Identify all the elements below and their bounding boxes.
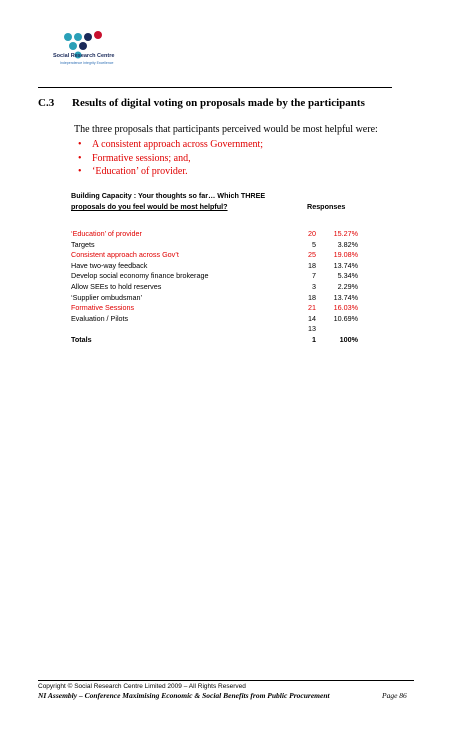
row-label: Targets bbox=[71, 239, 95, 249]
logo-tagline: Independence Integrity Excellence bbox=[60, 61, 114, 65]
section-number: C.3 bbox=[38, 97, 55, 109]
header-rule bbox=[38, 87, 392, 88]
row-percent: 100% bbox=[339, 334, 358, 344]
table-row bbox=[71, 282, 361, 293]
row-percent: 10.69% bbox=[333, 313, 358, 323]
row-count: 13 bbox=[308, 324, 316, 334]
row-count: 18 bbox=[308, 260, 316, 270]
row-count: 3 bbox=[312, 281, 316, 291]
footer-rule bbox=[38, 680, 414, 681]
table-row bbox=[71, 240, 361, 251]
row-percent: 13.74% bbox=[333, 260, 358, 270]
row-label: Evaluation / Pilots bbox=[71, 313, 129, 323]
logo-name: Social Research Centre bbox=[53, 53, 115, 59]
proposal-bullet-list bbox=[92, 138, 263, 179]
row-label: Consistent approach across Gov’t bbox=[71, 250, 179, 260]
row-percent: 16.03% bbox=[333, 303, 358, 313]
table-row bbox=[71, 335, 361, 346]
responses-header: Responses bbox=[307, 202, 346, 211]
row-count: 25 bbox=[308, 250, 316, 260]
row-percent: 3.82% bbox=[337, 239, 358, 249]
row-label: Formative Sessions bbox=[71, 303, 135, 313]
row-count: 20 bbox=[308, 229, 316, 238]
footer-title: NI Assembly – Conference Maximising Economic & Social Benefits from Public Procurement bbox=[38, 691, 330, 700]
row-label: Develop social economy finance brokerage bbox=[71, 271, 209, 281]
section-heading bbox=[38, 97, 365, 109]
table-header bbox=[71, 190, 361, 214]
row-count: 1 bbox=[312, 334, 316, 344]
table-row bbox=[71, 314, 361, 325]
bullet-item: • A consistent approach across Government; bbox=[92, 138, 263, 152]
table-question bbox=[71, 190, 265, 212]
bullet-item: • ‘Education’ of provider. bbox=[92, 165, 263, 179]
row-percent: 5.34% bbox=[337, 271, 358, 281]
table-row bbox=[71, 229, 361, 240]
table-row bbox=[71, 271, 361, 282]
page-number: Page 86 bbox=[382, 691, 407, 700]
copyright-text: Copyright © Social Research Centre Limited 2009 – All Rights Reserved bbox=[38, 683, 246, 690]
row-percent: 2.29% bbox=[337, 281, 358, 291]
table-row bbox=[71, 250, 361, 261]
row-count: 7 bbox=[312, 271, 316, 281]
row-label: Have two-way feedback bbox=[71, 260, 148, 270]
table-row bbox=[71, 303, 361, 314]
row-label: Totals bbox=[71, 334, 92, 344]
bullet-item: • Formative sessions; and, bbox=[92, 152, 263, 166]
table-row bbox=[71, 293, 361, 304]
intro-text: The three proposals that participants perceived would be most helpful were: bbox=[74, 124, 378, 135]
row-percent: 19.08% bbox=[333, 250, 358, 260]
voting-results-table bbox=[71, 190, 361, 344]
row-count: 18 bbox=[308, 292, 316, 302]
row-count: 21 bbox=[308, 303, 316, 313]
row-count: 5 bbox=[312, 239, 316, 249]
table-rows bbox=[71, 229, 361, 346]
table-row bbox=[71, 324, 361, 335]
row-percent: 15.27% bbox=[333, 229, 358, 238]
row-label: ‘Supplier ombudsman’ bbox=[71, 292, 143, 302]
table-question-line1: Building Capacity : Your thoughts so far… Which THREE bbox=[71, 191, 266, 200]
table-row bbox=[71, 261, 361, 272]
row-percent: 13.74% bbox=[333, 292, 358, 302]
table-question-line2: proposals do you feel would be most helpful? bbox=[71, 202, 228, 211]
row-label: ‘Education’ of provider bbox=[71, 229, 142, 238]
row-label: Allow SEEs to hold reserves bbox=[71, 281, 162, 291]
row-count: 14 bbox=[308, 313, 316, 323]
section-title: Results of digital voting on proposals made by the participants bbox=[72, 97, 365, 109]
